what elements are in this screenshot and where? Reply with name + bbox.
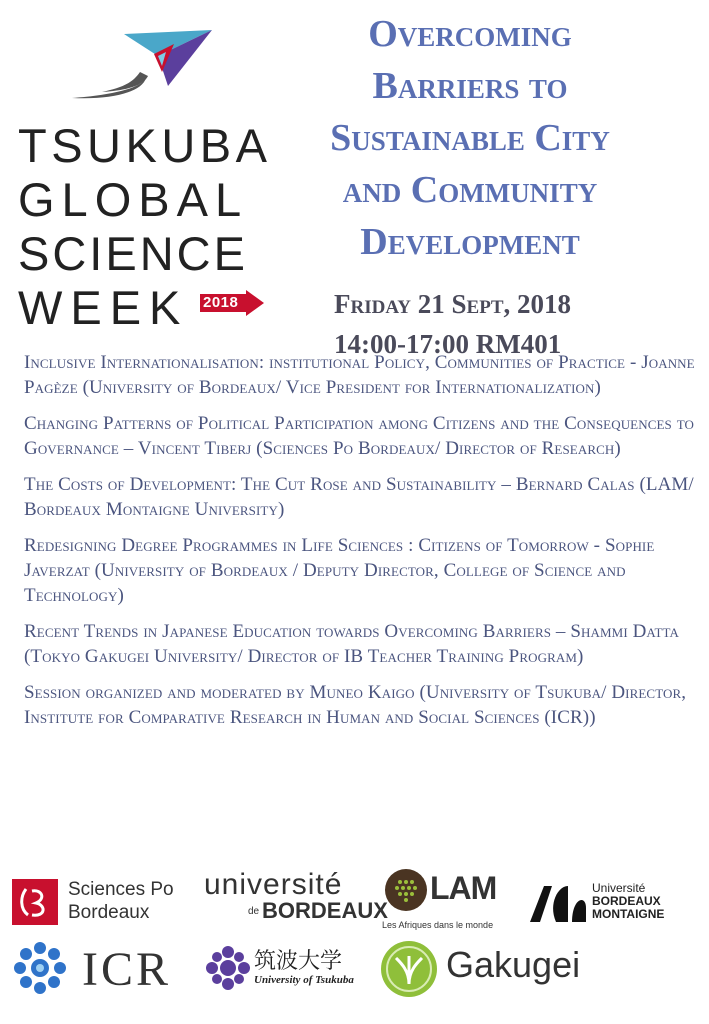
montaigne-line2: BORDEAUX <box>592 894 661 908</box>
talk-list <box>24 350 696 741</box>
lam-name: LAM <box>430 870 497 906</box>
icr-logo <box>10 938 194 1000</box>
logo-line-week: WEEK <box>18 281 189 334</box>
logo-line-science: SCIENCE <box>18 227 248 280</box>
lam-caption: Les Afriques dans le monde <box>382 920 494 930</box>
event-date: Friday 21 Sept, 2018 <box>334 289 571 319</box>
sciencespo-line2: Bordeaux <box>68 902 150 923</box>
tsukuba-en: University of Tsukuba <box>254 974 354 986</box>
talk-item: Redesigning Degree Programmes in Life Sciences : Citizens of Tomorrow - Sophie Javerzat (University of Bordeaux / Deputy Director, College of Science and Technology) <box>24 535 655 606</box>
sciencespo-line1: Sciences Po <box>68 879 174 900</box>
ubordeaux-line1: université <box>204 868 343 901</box>
title-line: Development <box>360 221 580 263</box>
title-line: Barriers to <box>372 65 568 107</box>
year-badge <box>200 290 264 316</box>
tsukuba-jp: 筑波大学 <box>254 949 343 974</box>
montaigne-line1: Université <box>592 881 646 895</box>
lam-globe-icon <box>384 868 428 912</box>
icr-name: ICR <box>82 943 172 996</box>
talk-item: Recent Trends in Japanese Education towards Overcoming Barriers – Shammi Datta (Tokyo Gakugei University/ Director of IB Teacher Training Program) <box>24 621 680 667</box>
ubordeaux-logo <box>204 868 388 930</box>
page-title <box>300 8 640 268</box>
title-line: Sustainable City <box>330 117 610 159</box>
ubordeaux-line2: de <box>248 906 260 917</box>
gakugei-name: Gakugei <box>446 944 581 985</box>
title-line: and Community <box>342 169 598 211</box>
paper-airplane-icon <box>62 26 232 106</box>
sciencespo-emblem-icon <box>12 879 58 925</box>
ubordeaux-line3: BORDEAUX <box>262 898 388 923</box>
gakugei-logo <box>380 938 580 1000</box>
talk-item: Inclusive Internationalisation: institutional Policy, Communities of Practice - Joanne Pagèze (University of Bordeaux/ Vice President for Internationalization) <box>24 352 695 398</box>
gakugei-leaf-icon <box>380 940 438 998</box>
sciencespo-logo <box>12 876 192 928</box>
lam-logo <box>382 868 497 934</box>
talk-item: Changing Patterns of Political Participation among Citizens and the Consequences to Governance – Vincent Tiberj (Sciences Po Bordeaux/ Director of Research) <box>24 413 694 459</box>
montaigne-emblem-icon <box>528 884 588 924</box>
logo-line-tsukuba: TSUKUBA <box>18 119 272 172</box>
title-line: Overcoming <box>368 13 572 55</box>
icr-flower-icon <box>10 938 70 998</box>
tsukuba-crest-icon <box>206 946 250 990</box>
talk-item: The Costs of Development: The Cut Rose and Sustainability – Bernard Calas (LAM/ Bordeaux Montaigne University) <box>24 474 694 520</box>
montaigne-line3: MONTAIGNE <box>592 907 665 921</box>
logo-line-global: GLOBAL <box>18 173 249 226</box>
montaigne-logo <box>528 880 698 928</box>
year-label: 2018 <box>203 294 239 311</box>
tsukuba-logo <box>206 944 372 994</box>
event-time-room: 14:00-17:00 RM401 <box>334 329 562 359</box>
talk-item: Session organized and moderated by Muneo Kaigo (University of Tsukuba/ Director, Institute for Comparative Research in Human and Social Sciences (ICR)) <box>24 682 687 728</box>
